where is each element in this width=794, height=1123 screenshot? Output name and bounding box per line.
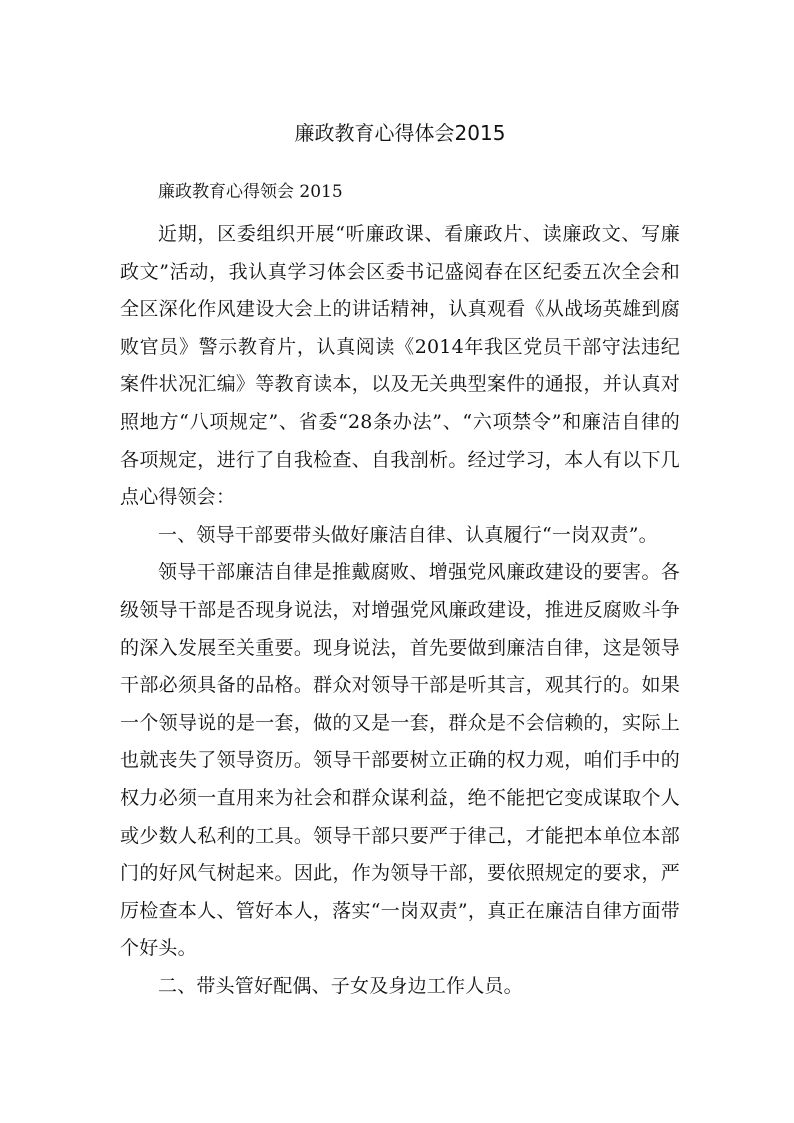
document-subtitle: 廉政教育心得领会 2015 (158, 182, 343, 202)
document-title: 廉政教育心得体会2015 (294, 121, 506, 145)
section-heading-2: 二、带头管好配偶、子女及身边工作人员。 (158, 974, 523, 997)
paragraph-intro: 近期，区委组织开展“听廉政课、看廉政片、读廉政文、写廉政文”活动，我认真学习体会区委书记盛阅春在区纪委五次全会和全区深化作风建设大会上的讲话精神，认真观看《从战场英雄到腐败官员》警示教育片，认真阅读《2014年我区党员干部守法违纪案件状况汇编》等教育读本，以及无关典型案件的通报，并认真对照地方“八项规定”、省委“28条办法”、“六项禁令”和廉洁自律的各项规定，进行了自我检查、自我剖析。经过学习，本人有以下几点心得领会： (120, 223, 680, 509)
section-heading-1: 一、领导干部要带头做好廉洁自律、认真履行“一岗双责”。 (158, 523, 658, 546)
document-body (120, 216, 680, 1005)
paragraph-section-1: 领导干部廉洁自律是推戴腐败、增强党风廉政建设的要害。各级领导干部是否现身说法，对增强党风廉政建设，推进反腐败斗争的深入发展至关重要。现身说法，首先要做到廉洁自律，这是领导干部必须具备的品格。群众对领导干部是听其言，观其行的。如果一个领导说的是一套，做的又是一套，群众是不会信赖的，实际上也就丧失了领导资历。领导干部要树立正确的权力观，咱们手中的权力必须一直用来为社会和群众谋利益，绝不能把它变成谋取个人或少数人私利的工具。领导干部只要严于律己，才能把本单位本部门的好风气树起来。因此，作为领导干部，要依照规定的要求，严厉检查本人、管好本人，落实“一岗双责”，真正在廉洁自律方面带个好头。 (120, 561, 680, 960)
